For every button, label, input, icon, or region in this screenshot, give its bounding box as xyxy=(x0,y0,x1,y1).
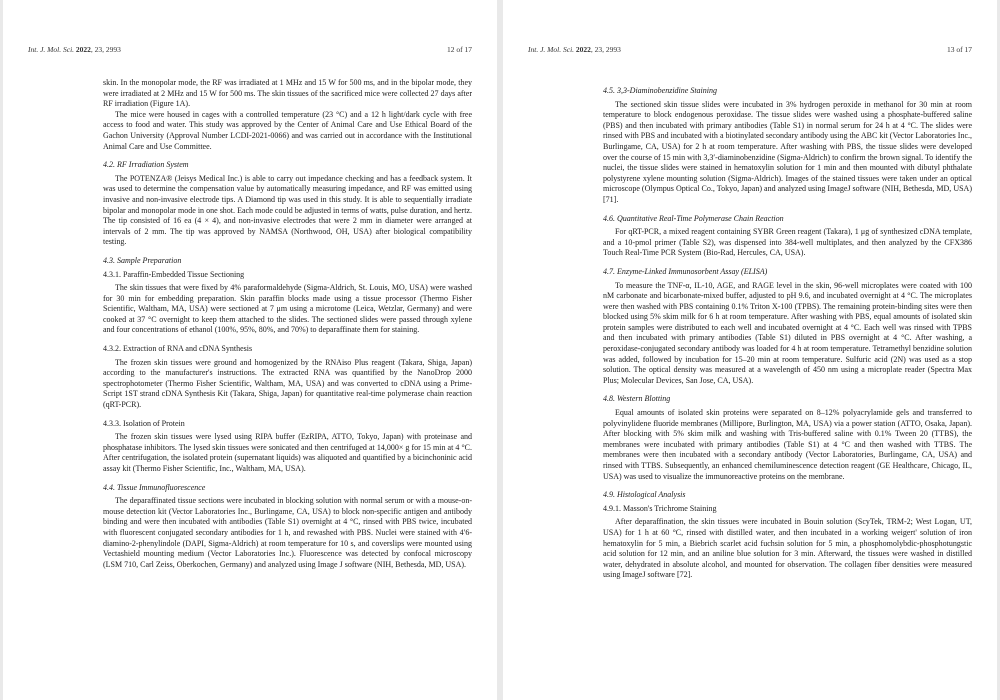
paragraph: The skin tissues that were fixed by 4% paraformaldehyde (Sigma-Aldrich, St. Louis, MO, USA) were washed for 30 min for embedding preparation. Skin paraffin blocks made using a tissue processor (Thermo Fisher Scientific, Waltham, MA, USA) were sectioned at 7 μm using a microtome (Leica, Wetzlar, Germany) and were cooked at 37 °C overnight to keep them attached to the slides. The sectioned slides were passed through xylene and four concentrations of ethanol (100%, 95%, 80%, and 70%) to deparaffinate them for staining. xyxy=(103,283,472,335)
section-heading: 4.7. Enzyme-Linked Immunosorbent Assay (ELISA) xyxy=(603,266,768,276)
paragraph: The sectioned skin tissue slides were incubated in 3% hydrogen peroxide in methanol for 30 min at room temperature to block endogenous peroxidase. The tissue slides were washed using a phosphate-buffered saline (PBS) and then incubated with primary antibodies (Table S1) in normal serum for 24 h at 4 °C. The slides were rinsed with PBS and incubated with a biotinylated secondary antibody using the ABC kit (Vector Laboratories Inc., Burlingame, CA, USA) for 2 h at room temperature. After washing with PBS, the tissue slides were developed over the course of 15 min with 3,3′-diaminobenzidine (Sigma-Aldrich) to confirm the brown signal. To identify the nuclei, the tissue slides were stained in hematoxylin solution for 1 min and then mounted with dibutyl phthalate polystyrene xylene mounting solution (Sigma-Aldrich). Images of the stained tissues were taken under an optical microscope (Olympus Optical Co., Tokyo, Japan) and analyzed using ImageJ software (NIH, Bethesda, MD, USA) [71]. xyxy=(603,99,972,204)
section-heading: 4.8. Western Blotting xyxy=(603,394,671,404)
paragraph: To measure the TNF-α, IL-10, AGE, and RAGE level in the skin, 96-well microplates were coated with 100 nM carbonate and bicarbonate-mixed buffer, adjusted to pH 9.6, and incubated overnight at 4 °C. The microplates were then washed with PBS containing 0.1% Triton X-100 (TPBS). The remaining protein-binding sites were then blocked using 5% skim milk for 6 h at room temperature. After washing with PBS, equal amounts of isolated skin protein samples were distributed to each well and incubated overnight at 4 °C. Each well was rinsed with TPBS and then incubated with primary antibodies (Table S1) diluted in PBS overnight at 4 °C. After washing, a peroxidase-conjugated secondary antibody was loaded for 4 h at room temperature. Tetramethyl benzidine solution was added, followed by incubation for 15–20 min at room temperature. Sulfuric acid (2N) was used as a stop solution. The optical density was measured at a wavelength of 450 nm using a microplate reader (Spectra Max Plus; Molecular Devices, San Jose, CA, USA). xyxy=(603,280,972,385)
paragraph: The POTENZA® (Jeisys Medical Inc.) is able to carry out impedance checking and has a feedback system. It was used to determine the compensation value by automatically measuring impedance, and RF was emitted using invasive and non-invasive electrode tips. A Diamond tip was used in this study. It is able to sequentially irradiate bipolar and monopolar mode in one shot. Each mode could be adjusted in terms of watts, pulse duration, and hertz. The tip consisted of 16 ea (4 × 4), and non-invasive electrodes that were 2 mm in diameter were arranged at intervals of 2 mm. The tip was approved by NAMSA (Northwood, OH, USA) after biological compatibility testing. xyxy=(103,173,472,247)
paragraph: The deparaffinated tissue sections were incubated in blocking solution with normal serum or with a mouse-on-mouse detection kit (Vector Laboratories Inc., Burlingame, CA, USA) to block non-specific antigen and antibody binding and were then incubated with antibodies (Table S1) overnight at 4 °C, rinsed with PBS twice, incubated with fluorescent conjugated secondary antibodies for 1 h, and rewashed with PBS. Nuclei were stained with 4′6-diamino-2-phenylindole (DAPI, Sigma-Aldrich) at room temperature for 10 s, and coverslips were mounted using Vectashield mounting medium (Vector Laboratories Inc.). Fluorescence was detected by confocal microscopy (LSM 710, Carl Zeiss, Oberkochen, Germany) and analyzed using Image J software (NIH, Bethesda, MD, USA). xyxy=(103,496,472,569)
section-heading: 4.9. Histological Analysis xyxy=(603,490,686,500)
page-13 xyxy=(503,0,997,700)
section-heading: 4.6. Quantitative Real-Time Polymerase Chain Reaction xyxy=(603,213,784,223)
section-heading: 4.4. Tissue Immunofluorescence xyxy=(103,482,206,492)
section-heading: 4.5. 3,3-Diaminobenzidine Staining xyxy=(603,86,717,95)
journal-citation: Int. J. Mol. Sci. 2022, 23, 2993 xyxy=(528,45,621,54)
paragraph: The mice were housed in cages with a controlled temperature (23 °C) and a 12 h light/dark cycle with free access to food and water. This study was approved by the Center of Animal Care and Use Ethical Board of the Gachon University (Approval Number LCDI-2021-0066) and was carried out in accordance with the Institutional Animal Care and Use Committee. xyxy=(103,109,472,151)
page-header xyxy=(528,45,972,54)
paragraph: For qRT-PCR, a mixed reagent containing SYBR Green reagent (Takara), 1 μg of synthesized cDNA template, and a 10-pmol primer (Table S2), was dispensed into 384-well multiplates, and then analyzed by the CFX386 Touch Real-Time PCR System (Bio-Rad, Hercules, CA, USA). xyxy=(603,227,972,258)
subsection-heading: 4.3.2. Extraction of RNA and cDNA Synthesis xyxy=(103,344,253,354)
page-body xyxy=(603,78,972,581)
section-heading: 4.2. RF Irradiation System xyxy=(103,160,189,170)
page-header xyxy=(28,45,472,54)
subsection-heading: 4.9.1. Masson's Trichrome Staining xyxy=(603,503,717,513)
journal-citation: Int. J. Mol. Sci. 2022, 23, 2993 xyxy=(28,45,121,54)
section-heading: 4.3. Sample Preparation xyxy=(103,255,182,265)
page-number: 12 of 17 xyxy=(447,45,472,54)
paragraph: skin. In the monopolar mode, the RF was irradiated at 1 MHz and 15 W for 500 ms, and in the bipolar mode, they were irradiated at 2 MHz and 15 W for 500 ms. The skin tissues of the sacrificed mice were collected 27 days after RF irradiation (Figure 1A). xyxy=(103,78,472,109)
page-12 xyxy=(3,0,497,700)
paragraph: The frozen skin tissues were ground and homogenized by the RNAiso Plus reagent (Takara, Shiga, Japan) according to the manufacturer's instructions. The extracted RNA was quantified by the NanoDrop 2000 spectrophotometer (Thermo Fisher Scientific, Waltham, MA, USA) and was converted to cDNA using a Prime-Script 1ST strand cDNA Synthesis Kit (Takara, Shiga, Japan) for quantitative real-time polymerase chain reaction (qRT-PCR). xyxy=(103,357,472,410)
paragraph: Equal amounts of isolated skin proteins were separated on 8–12% polyacrylamide gels and transferred to polyvinylidene fluoride membranes (Millipore, Burlington, MA, USA) via a power station (ATTO, Osaka, Japan). After blocking with 5% skim milk and washing with Tris-buffered saline with 0.1% Tween 20 (TTBS), the membranes were incubated with primary antibodies (Table S1) at 4 °C and then washed with TTBS. The membranes were then incubated with a secondary antibody (Vector Laboratories, Burlingame, CA, USA) and rinsed with TTBS. Subsequently, an enhanced chemiluminescence detection reagent (GE Healthcare, Chicago, IL, USA) was used to visualize the immunoreactive proteins on the membrane. xyxy=(603,408,972,481)
subsection-heading: 4.3.3. Isolation of Protein xyxy=(103,418,185,428)
subsection-heading: 4.3.1. Paraffin-Embedded Tissue Sectioning xyxy=(103,269,245,279)
paragraph: After deparaffination, the skin tissues were incubated in Bouin solution (ScyTek, TRM-2; West Logan, UT, USA) for 1 h at 60 °C, rinsed with distilled water, and then incubated in a working weigert' solution of iron hematoxylin for 5 min, a Biebrich scarlet acid fuchsin solution for 5 min, a phosphomolybdic-phosphotungstic acid solution for 12 min, and an aniline blue solution for 3 min. Afterward, the tissues were washed in distilled water, dehydrated in absolute alcohol, and mounted for observation. The collagen fiber densities were measured using ImageJ software [72]. xyxy=(603,517,972,580)
paragraph: The frozen skin tissues were lysed using RIPA buffer (EzRIPA, ATTO, Tokyo, Japan) with proteinase and phosphatase inhibitors. The lysed skin tissues were sonicated and then centrifuged at 14,000× g for 15 min at 4 °C. After centrifugation, the isolated protein (supernatant liquids) was aliquoted and quantified by a bicinchoninic acid assay kit (Thermo Fisher Scientific, Inc., Waltham, MA, USA). xyxy=(103,432,472,473)
page-number: 13 of 17 xyxy=(947,45,972,54)
page-body xyxy=(103,78,472,570)
